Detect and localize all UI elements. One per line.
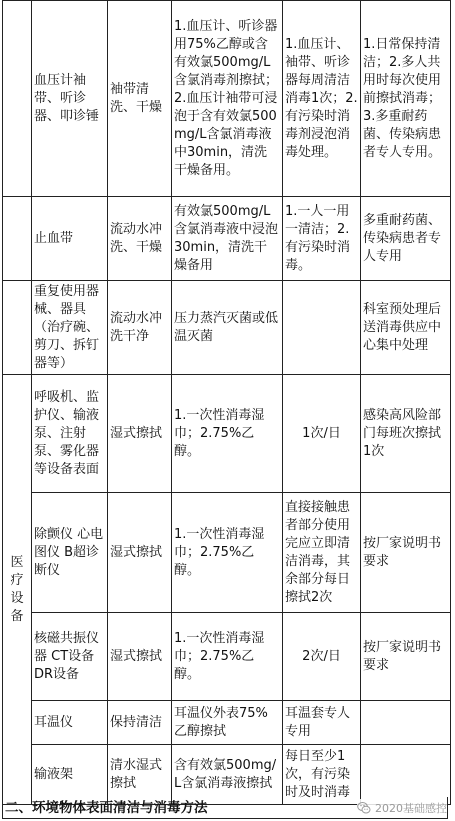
notes-cell: 按厂家说明书要求 xyxy=(361,613,451,701)
item-cell: 除颤仪 心电图仪 B超诊断仪 xyxy=(32,493,108,613)
table-row xyxy=(3,745,451,805)
notes-cell: 感染高风险部门每班次擦拭1次 xyxy=(361,375,451,493)
table-row xyxy=(3,701,451,745)
wechat-icon xyxy=(357,801,371,815)
item-cell: 血压计袖带、听诊器、叩诊锤 xyxy=(32,1,108,197)
table-row xyxy=(3,375,451,493)
item-cell: 耳温仪 xyxy=(32,701,108,745)
watermark xyxy=(357,799,447,817)
empty-cell xyxy=(3,281,32,375)
disinfection-table xyxy=(2,0,451,805)
item-cell: 重复使用器械、器具（治疗碗、剪刀、拆钉器等） xyxy=(32,281,108,375)
frequency-cell: 1.一人一用一清洁；2.有污染时消毒。 xyxy=(283,197,361,281)
disinfection-cell: 1.一次性消毒湿巾；2.75%乙醇。 xyxy=(172,613,283,701)
frequency-cell: 每日至少1次，有污染时及时消毒 xyxy=(283,745,361,805)
section-heading: 二、环境物体表面清洁与消毒方法 xyxy=(2,797,448,819)
frequency-cell xyxy=(283,281,361,375)
watermark-text: 2020基础感控 xyxy=(375,802,447,815)
table-row xyxy=(3,281,451,375)
notes-cell: 科室预处理后送消毒供应中心集中处理 xyxy=(361,281,451,375)
method-cell: 流动水冲洗干净 xyxy=(108,281,172,375)
table-row xyxy=(3,1,451,197)
frequency-cell: 1.血压计、袖带、听诊器每周清洁消毒1次；2.有污染时消毒剂浸泡消毒处理。 xyxy=(283,1,361,197)
frequency-cell: 2次/日 xyxy=(283,613,361,701)
notes-cell: 1.日常保持清洁；2.多人共用时每次使用前擦拭消毒；3.多重耐药菌、传染病患者专人专用。 xyxy=(361,1,451,197)
category-label: 医疗设备 xyxy=(10,554,24,624)
table-row xyxy=(3,197,451,281)
disinfection-cell: 含有效氯500mg/L含氯消毒液擦拭 xyxy=(172,745,283,805)
frequency-cell: 直接接触患者部分使用完应立即清洁消毒，其余部分每日擦拭2次 xyxy=(283,493,361,613)
method-cell: 湿式擦拭 xyxy=(108,613,172,701)
notes-cell xyxy=(361,745,451,805)
category-cell xyxy=(3,375,32,805)
method-cell: 湿式擦拭 xyxy=(108,375,172,493)
method-cell: 流动水冲洗、干燥 xyxy=(108,197,172,281)
disinfection-cell: 1.一次性消毒湿巾；2.75%乙醇。 xyxy=(172,375,283,493)
notes-cell xyxy=(361,701,451,745)
disinfection-cell: 有效氯500mg/L含氯消毒液中浸泡30min，清洗干燥备用 xyxy=(172,197,283,281)
frequency-cell: 1次/日 xyxy=(283,375,361,493)
method-cell: 袖带清洗、干燥 xyxy=(108,1,172,197)
empty-cell xyxy=(3,197,32,281)
method-cell: 湿式擦拭 xyxy=(108,493,172,613)
disinfection-cell: 1.一次性消毒湿巾；2.75%乙醇。 xyxy=(172,493,283,613)
table-row xyxy=(3,613,451,701)
frequency-cell: 耳温套专人专用 xyxy=(283,701,361,745)
method-cell: 保持清洁 xyxy=(108,701,172,745)
disinfection-cell: 1.血压计、听诊器用75%乙醇或含有效氯500mg/L含氯消毒剂擦拭；2.血压计袖带可浸泡于含有效氯500mg/L含氯消毒液中30min，清洗干燥备用。 xyxy=(172,1,283,197)
notes-cell: 按厂家说明书要求 xyxy=(361,493,451,613)
table-row xyxy=(3,493,451,613)
item-cell: 止血带 xyxy=(32,197,108,281)
disinfection-cell: 压力蒸汽灭菌或低温灭菌 xyxy=(172,281,283,375)
item-cell: 呼吸机、监护仪、输液泵、注射泵、雾化器等设备表面 xyxy=(32,375,108,493)
item-cell: 输液架 xyxy=(32,745,108,805)
item-cell: 核磁共振仪器 CT设备 DR设备 xyxy=(32,613,108,701)
empty-cell xyxy=(3,1,32,197)
disinfection-cell: 耳温仪外表75%乙醇擦拭 xyxy=(172,701,283,745)
method-cell: 清水湿式擦拭 xyxy=(108,745,172,805)
notes-cell: 多重耐药菌、传染病患者专人专用 xyxy=(361,197,451,281)
